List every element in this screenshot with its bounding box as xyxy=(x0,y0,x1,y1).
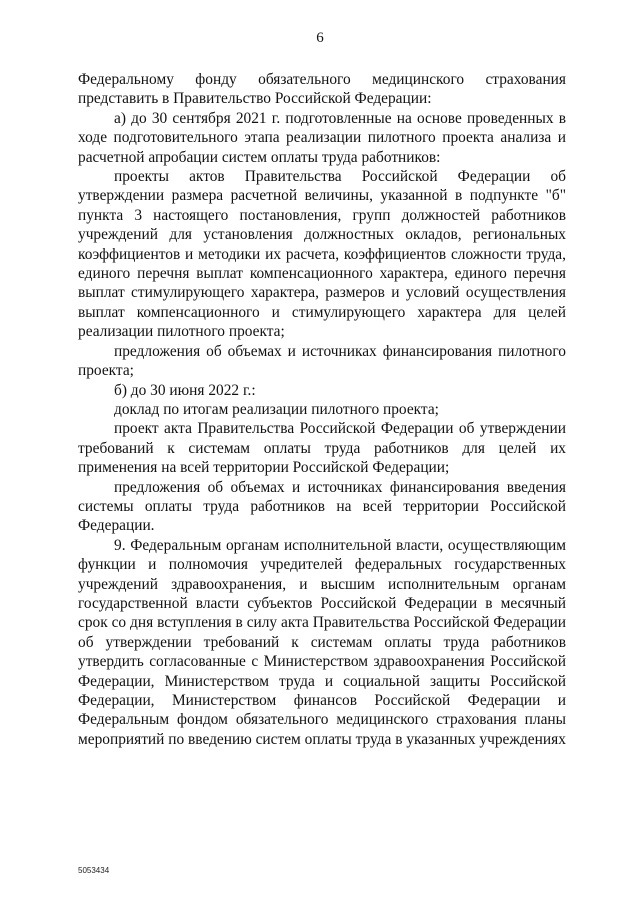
paragraph: проекты актов Правительства Российской Федерации об утверждении размера расчетной величины, указанной в подпункте "б" пункта 3 настоящего постановления, групп должностей работников учреждений для установления должностных окладов, региональных коэффициентов и методики их расчета, коэффициентов сложности труда, единого перечня выплат компенсационного характера, единого перечня выплат стимулирующего характера, размеров и условий осуществления выплат компенсационного и стимулирующего характера для целей реализации пилотного проекта; xyxy=(78,168,566,341)
paragraph: Федеральному фонду обязательного медицинского страхования представить в Правительство Российской Федерации: xyxy=(78,71,566,108)
paragraph: предложения об объемах и источниках финансирования пилотного проекта; xyxy=(78,342,566,380)
page-number: 6 xyxy=(316,30,324,46)
paragraph: а) до 30 сентября 2021 г. подготовленные на основе проведенных в ходе подготовительного этапа реализации пилотного проекта анализа и расчетной апробации систем оплаты труда работников: xyxy=(78,109,566,166)
paragraph: проект акта Правительства Российской Федерации об утверждении требований к системам оплаты труда работников для целей их применения на всей территории Российской Федерации; xyxy=(78,420,566,477)
paragraph: б) до 30 июня 2022 г.: xyxy=(114,381,256,399)
document-code: 5053434 xyxy=(78,866,110,875)
paragraph: 9. Федеральным органам исполнительной власти, осуществляющим функции и полномочия учредителей федеральных государственных учреждений здравоохранения, и высшим исполнительным органам государственной власти субъектов Российской Федерации в месячный срок со дня вступления в силу акта Правительства Российской Федерации об утверждении требований к системам оплаты труда работников утвердить согласованные с Министерством здравоохранения Российской Федерации, Министерством труда и социальной защиты Российской Федерации, Министерством финансов Российской Федерации и Федеральным фондом обязательного медицинского страхования планы мероприятий по введению систем оплаты труда в указанных учреждениях xyxy=(78,536,566,748)
paragraph: предложения об объемах и источниках финансирования введения системы оплаты труда работников на всей территории Российской Федерации. xyxy=(78,478,566,535)
document-body xyxy=(78,70,566,749)
paragraph: доклад по итогам реализации пилотного проекта; xyxy=(114,400,439,418)
